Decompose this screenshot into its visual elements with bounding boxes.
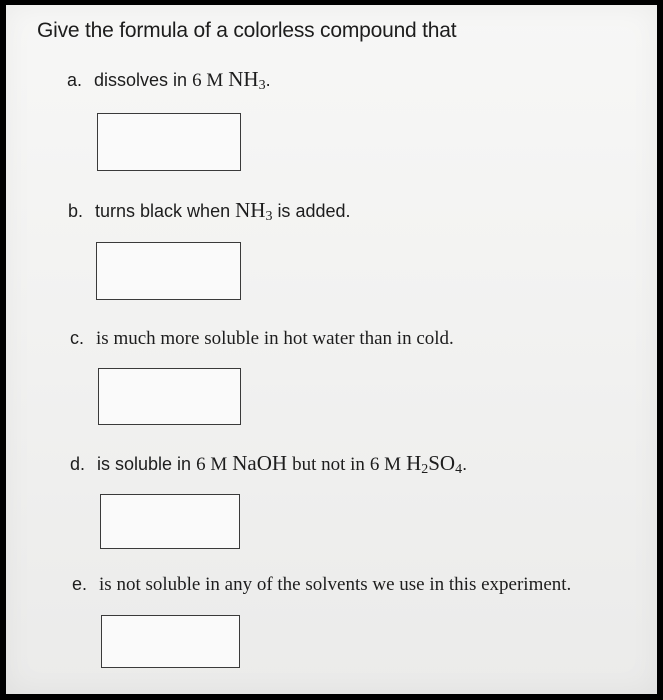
question-a-amount: 6 M: [192, 70, 224, 91]
worksheet-page: [6, 5, 657, 694]
answer-box-d[interactable]: [100, 494, 240, 549]
question-d-period: .: [462, 454, 468, 474]
question-b-letter: b.: [68, 201, 84, 221]
question-d-formula-naoh: NaOH: [232, 451, 288, 475]
question-b-text-end: is added.: [277, 201, 351, 221]
answer-input-c[interactable]: [99, 369, 240, 424]
question-e-text: is not soluble in any of the solvents we use in this experiment.: [99, 574, 572, 595]
question-b: [68, 198, 351, 223]
question-d-text-mid: but not in: [292, 454, 365, 475]
question-b-text: turns black when: [95, 201, 231, 221]
question-e: [72, 573, 571, 596]
question-a-letter: a.: [67, 70, 83, 90]
answer-box-c[interactable]: [98, 368, 241, 425]
question-d-formula-h2so4: $H_2SO_4$: [406, 451, 463, 477]
answer-input-a[interactable]: [98, 114, 240, 170]
answer-input-d[interactable]: [101, 495, 239, 548]
answer-box-e[interactable]: [101, 615, 240, 668]
question-d: [70, 451, 467, 476]
answer-input-b[interactable]: [97, 243, 240, 299]
question-b-formula: $NH_3$: [235, 198, 273, 224]
answer-box-b[interactable]: [96, 242, 241, 300]
question-a: [67, 67, 271, 92]
question-a-period: .: [265, 70, 271, 90]
question-c-letter: c.: [70, 328, 85, 348]
question-a-formula: $NH_3$: [228, 67, 266, 93]
question-c: [70, 327, 454, 350]
answer-input-e[interactable]: [102, 616, 239, 667]
question-d-amount-1: 6 M: [196, 454, 228, 475]
question-d-letter: d.: [70, 454, 86, 474]
question-d-amount-2: 6 M: [369, 454, 402, 475]
question-a-text: dissolves in: [94, 70, 188, 90]
question-stem: Give the formula of a colorless compound that: [37, 19, 457, 42]
question-e-letter: e.: [72, 574, 88, 594]
question-d-text: is soluble in: [97, 454, 192, 474]
answer-box-a[interactable]: [97, 113, 241, 171]
question-c-text: is much more soluble in hot water than in cold.: [96, 328, 454, 349]
